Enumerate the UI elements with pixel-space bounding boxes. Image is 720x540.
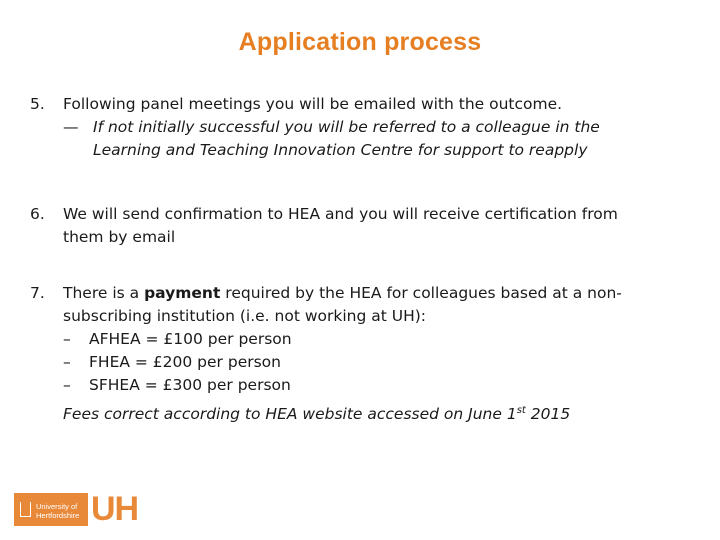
fee-item — [63, 351, 683, 374]
note-superscript: st — [516, 405, 526, 416]
sub-item-text-line1: If not initially successful you will be referred to a colleague in the — [93, 118, 600, 136]
logo-box — [14, 493, 88, 526]
item-text: Following panel meetings you will be emailed with the outcome. — [63, 95, 563, 113]
fee-item — [63, 328, 683, 351]
note-text: Fees correct according to HEA website accessed on June 1 — [63, 405, 517, 424]
dash-marker: – — [63, 353, 71, 371]
sub-item — [63, 116, 683, 162]
em-dash-marker: — — [63, 118, 79, 136]
item-number: 5. — [30, 95, 45, 113]
item-number: 6. — [30, 205, 45, 223]
bold-payment: payment — [144, 284, 221, 302]
item-text-line2: them by email — [63, 228, 176, 246]
text-segment: required by the HEA for colleagues based at a non- — [220, 284, 622, 302]
item-number: 7. — [30, 284, 45, 302]
item-text-line1: We will send confirmation to HEA and you will receive certification from — [63, 205, 618, 223]
item-text-line1 — [63, 282, 683, 305]
fees-note — [63, 399, 683, 426]
dash-marker: – — [63, 376, 71, 394]
fee-text: FHEA = £200 per person — [89, 353, 281, 371]
dash-marker: – — [63, 330, 71, 348]
fee-text: SFHEA = £300 per person — [89, 376, 291, 394]
fee-item — [63, 374, 683, 397]
logo-line2: Hertfordshire — [36, 511, 80, 520]
fee-text: AFHEA = £100 per person — [89, 330, 292, 348]
logo-line1: University of — [36, 502, 78, 511]
item-text-line2: subscribing institution (i.e. not working at UH): — [63, 307, 427, 325]
logo-mark-icon — [20, 502, 31, 517]
text-segment: There is a — [63, 284, 145, 302]
university-logo — [14, 490, 139, 528]
logo-letters: UH — [91, 490, 139, 528]
note-text: 2015 — [525, 405, 571, 424]
page-title: Application process — [238, 28, 482, 56]
sub-item-text-line2: Learning and Teaching Innovation Centre for support to reapply — [93, 141, 588, 159]
